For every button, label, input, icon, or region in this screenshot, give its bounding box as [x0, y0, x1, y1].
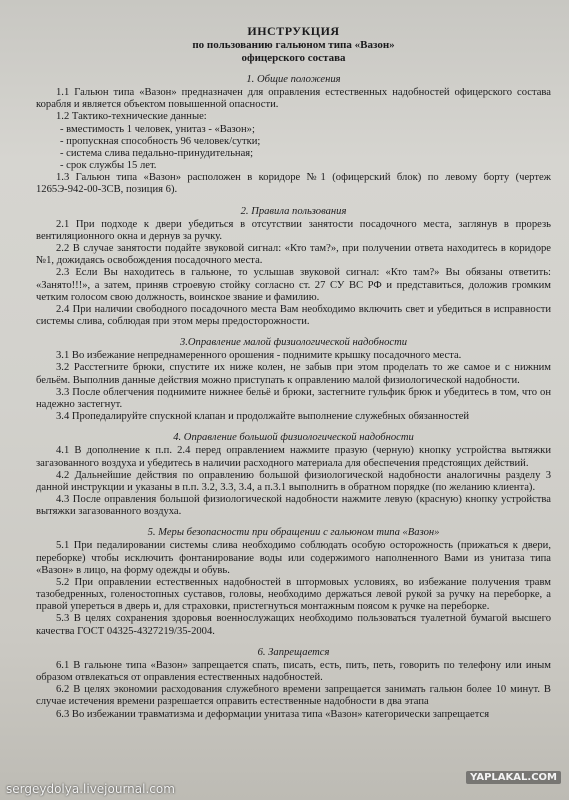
- section-5-heading: 5. Меры безопасности при обращении с гальюном типа «Вазон»: [147, 527, 440, 539]
- section-6-heading: 6. Запрещается: [257, 646, 330, 658]
- instruction-document: [36, 24, 551, 721]
- section-1-heading: 1. Общие положения: [246, 74, 341, 85]
- section-4-heading: 4. Оправление большой физиологической надобности: [173, 432, 414, 444]
- para-6-1: 6.1 В гальюне типа «Вазон» запрещается спать, писать, есть, пить, петь, говорить по телефону или иным образом отвлекаться от оправления естественных надобностей.: [36, 659, 551, 684]
- para-1-3: 1.3 Гальюн типа «Вазон» расположен в коридоре №1 (офицерский блок) по левому борту (чертеж 1265Э-942-00-3СВ, позиция 6).: [36, 172, 551, 196]
- para-2-4: 2.4 При наличии свободного посадочного места Вам необходимо включить свет и убедиться в исправности системы слива, соблюдая при этом меры предосторожности.: [36, 303, 551, 327]
- para-2-2: 2.2 В случае занятости подайте звуковой сигнал: «Кто там?», при получении ответа находитесь в коридоре №1, дожидаясь освобождения посадочного места.: [36, 243, 551, 267]
- document-title: ИНСТРУКЦИЯ: [247, 24, 340, 38]
- document-subtitle-line2: офицерского состава: [241, 52, 346, 64]
- para-3-4: 3.4 Пропедалируйте спускной клапан и продолжайте выполнение служебных обязанностей: [56, 411, 470, 423]
- para-5-1: 5.1 При педалировании системы слива необходимо соблюдать особую осторожность (прижаться к двери, переборке) чтобы исключить фонтанирование воды или содержимого наполненного Вами из унитаза типа «Вазон» в лицо, на форму одежды и обувь.: [36, 540, 551, 576]
- para-2-1: 2.1 При подходе к двери убедиться в отсутствии занятости посадочного места, заглянув в прорезь вентиляционного окна и дернув за ручку.: [36, 218, 551, 242]
- para-4-2: 4.2 Дальнейшие действия по оправлению большой физиологической надобности аналогичны разделу 3 данной инструкции и указаны в п.п. 3.2, 3.3, 3.4, а п.3.1 выполнить в обратном порядке (по желанию клиента).: [36, 469, 551, 493]
- para-5-3: 5.3 В целях сохранения здоровья военнослужащих необходимо пользоваться туалетной бумагой высшего качества ГОСТ 04325-4327219/35-2004.: [36, 613, 551, 637]
- para-6-2: 6.2 В целях экономии расходования служебного времени запрещается занимать гальюн более 10 минут. В случае истечения времени разрешается оправить естественные надобности в два этапа: [36, 684, 551, 708]
- site-watermark: YAPLAKAL.COM: [466, 771, 561, 784]
- document-subtitle-line1: по пользованию гальюном типа «Вазон»: [192, 39, 395, 51]
- para-1-2: 1.2 Тактико-технические данные:: [56, 111, 207, 123]
- para-5-2: 5.2 При оправлении естественных надобностей в штормовых условиях, во избежание получения травм тазобедренных, голеностопных суставов, головы, необходимо держаться левой рукой за ручку на переборке, а правой упереться в дверь и, для страховки, пристегнуться монтажным поясом к ручке на переборке.: [36, 576, 551, 613]
- para-6-3: 6.3 Во избежании травматизма и деформации унитаза типа «Вазон» категорически запрещается: [56, 708, 490, 720]
- section-2-heading: 2. Правила пользования: [240, 205, 347, 217]
- section-3-heading: 3.Оправление малой физиологической надобности: [179, 337, 408, 349]
- spec-service-life: - срок службы 15 лет.: [60, 160, 157, 172]
- para-3-3: 3.3 После облегчения поднимите нижнее бельё и брюки, застегните гульфик брюк и убедитесь в том, что он надежно застегнут.: [36, 386, 551, 410]
- para-4-1: 4.1 В дополнение к п.п. 2.4 перед оправлением нажмите празую (черную) кнопку устройства вытяжки загазованного воздуха и убедитесь в наличии расходного материала для обеспечения предстоящих действий.: [36, 445, 551, 469]
- source-watermark: sergeydolya.livejournal.com: [6, 782, 175, 796]
- para-1-1: 1.1 Гальюн типа «Вазон» предназначен для оправления естественных надобностей офицерского состава корабля и является объектом повышенной опасности.: [36, 87, 551, 111]
- para-2-3: 2.3 Если Вы находитесь в гальюне, то услышав звуковой сигнал: «Кто там?» Вы обязаны ответить: «Занято!!!», а затем, приняв строевую стойку согласно ст. 27 СУ ВС РФ и представиться, доложив громким четким голосом свою должность, воинское звание и фамилию.: [36, 267, 551, 303]
- para-4-3: 4.3 После оправления большой физиологической надобности нажмите левую (красную) кнопку устройства вытяжки загазованного воздуха.: [36, 494, 551, 518]
- spec-throughput: - пропускная способность 96 человек/сутки;: [60, 135, 261, 147]
- para-3-1: 3.1 Во избежание непреднамеренного орошения - поднимите крышку посадочного места.: [56, 350, 462, 362]
- para-3-2: 3.2 Расстегните брюки, спустите их ниже колен, не забыв при этом проделать то же самое и с нижним бельём. Выполнив данные действия можно приступать к оправлению малой физиологической надобности.: [36, 362, 551, 386]
- spec-flush-system: - система слива педально-принудительная;: [60, 147, 254, 159]
- spec-capacity: - вместимость 1 человек, унитаз - «Вазон»;: [60, 123, 255, 135]
